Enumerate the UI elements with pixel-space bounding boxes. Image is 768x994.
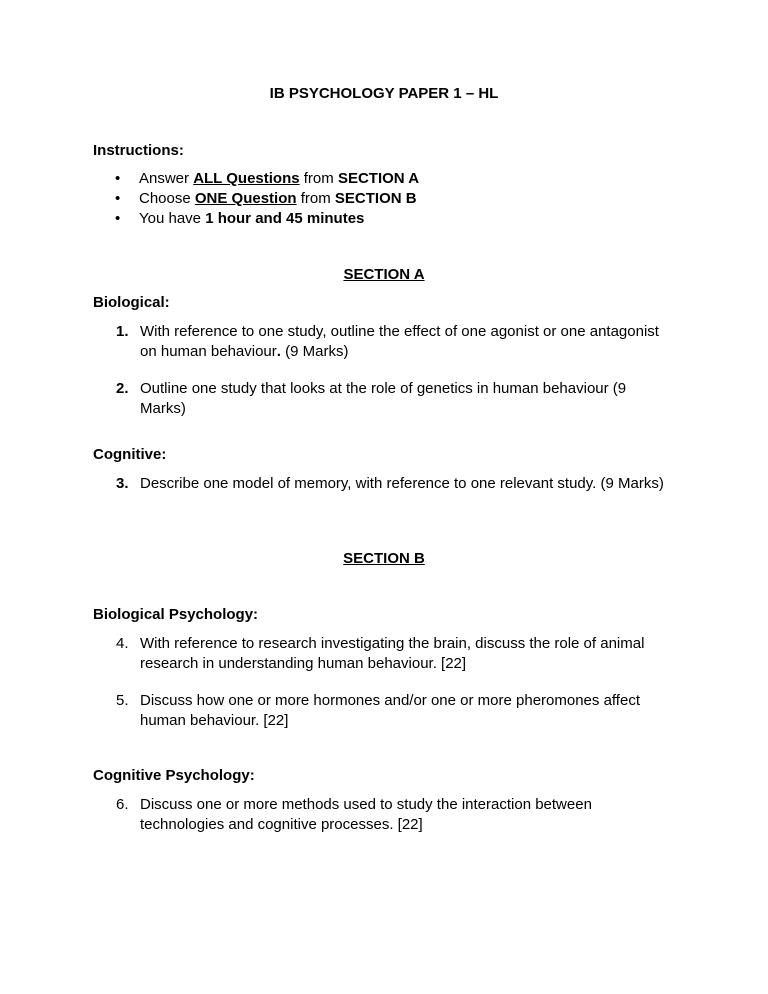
question-2 (116, 379, 676, 419)
bullet-icon: • (115, 170, 121, 187)
question-text: Discuss how one or more hormones and/or one or more pheromones affect human behaviour. [22] (140, 692, 640, 729)
question-text: Outline one study that looks at the role of genetics in human behaviour (9 Marks) (140, 380, 627, 417)
question-text: With reference to one study, outline the effect of one agonist or one antagonist on human behaviour. (9 Marks) (140, 323, 659, 360)
question-number: 6. (116, 796, 129, 813)
question-3 (116, 474, 676, 494)
section-a-biological-heading: Biological: (93, 294, 170, 311)
question-5 (116, 691, 676, 731)
instruction-item: • Choose ONE Question from SECTION B (115, 190, 417, 207)
question-number: 3. (116, 475, 129, 492)
question-text: With reference to research investigating the brain, discuss the role of animal research in understanding human behaviour. [22] (140, 635, 645, 672)
question-4 (116, 634, 676, 674)
question-number: 5. (116, 692, 129, 709)
section-b-biological-heading: Biological Psychology: (93, 606, 259, 623)
question-number: 2. (116, 380, 129, 397)
instructions-heading: Instructions: (93, 142, 184, 159)
instruction-item: • You have 1 hour and 45 minutes (115, 210, 365, 227)
section-a-title: SECTION A (343, 266, 425, 283)
question-number: 1. (116, 323, 129, 340)
section-b-title: SECTION B (343, 550, 425, 567)
bullet-icon: • (115, 190, 121, 207)
question-text: Discuss one or more methods used to study the interaction between technologies and cognitive processes. [22] (140, 796, 592, 833)
question-6 (116, 795, 676, 835)
question-number: 4. (116, 635, 129, 652)
instruction-item: • Answer ALL Questions from SECTION A (115, 170, 420, 187)
question-1 (116, 322, 676, 362)
instructions-list (93, 169, 419, 229)
section-b-cognitive-heading: Cognitive Psychology: (93, 767, 255, 784)
bullet-icon: • (115, 210, 121, 227)
section-a-cognitive-heading: Cognitive: (93, 446, 167, 463)
page-title: IB PSYCHOLOGY PAPER 1 – HL (269, 85, 499, 102)
question-text: Describe one model of memory, with reference to one relevant study. (9 Marks) (140, 475, 664, 492)
